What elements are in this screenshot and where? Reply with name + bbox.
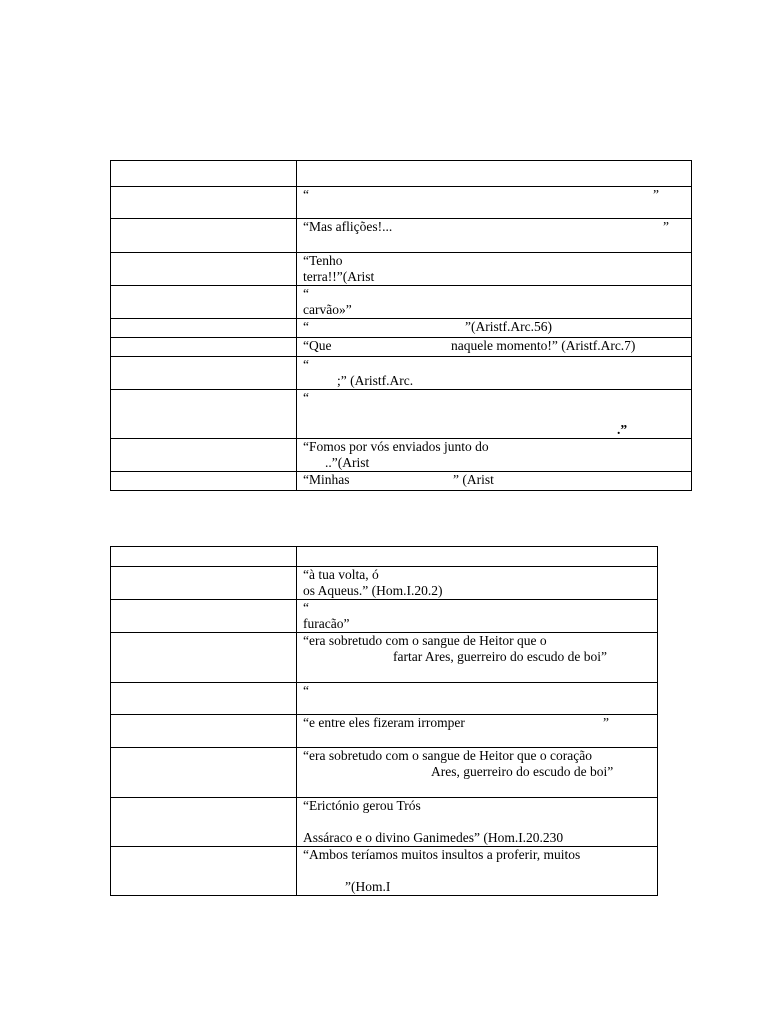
table-row xyxy=(111,161,692,187)
quote-text: furacão” xyxy=(303,616,350,631)
table-cell-left xyxy=(111,219,297,253)
table-cell-right xyxy=(297,390,692,439)
table-cell-right xyxy=(297,357,692,390)
quote-text: “era sobretudo com o sangue de Heitor que o coração xyxy=(303,748,593,763)
quote-text: ;” (Aristf.Arc. xyxy=(337,373,414,388)
table-row xyxy=(111,286,692,319)
table-cell-right xyxy=(297,187,692,219)
quote-text: “Ambos teríamos muitos insultos a proferir, muitos xyxy=(303,847,581,862)
table-cell-left xyxy=(111,715,297,748)
table-cell-right xyxy=(297,798,658,847)
quote-text: naquele momento!” (Aristf.Arc.7) xyxy=(451,338,636,353)
table-cell-left xyxy=(111,357,297,390)
quote-text: ..”(Arist xyxy=(325,455,370,470)
table-row xyxy=(111,439,692,472)
quote-text: “Mas aflições!... xyxy=(303,219,393,234)
quote-text: “à tua volta, ó xyxy=(303,567,379,582)
quote-text: terra!!”(Arist xyxy=(303,269,375,284)
table-cell-left xyxy=(111,253,297,286)
quotations-table-1 xyxy=(110,160,692,491)
table-cell-right xyxy=(297,633,658,683)
quote-text: “Tenho xyxy=(303,253,343,268)
table-cell-left xyxy=(111,600,297,633)
table-cell-left xyxy=(111,472,297,491)
quote-text: “ xyxy=(303,319,309,334)
table-cell-right xyxy=(297,161,692,187)
table-cell-right xyxy=(297,683,658,715)
quote-text: fartar Ares, guerreiro do escudo de boi” xyxy=(393,649,608,664)
table-cell-right xyxy=(297,715,658,748)
quote-text: carvão»” xyxy=(303,302,352,317)
table-cell-right xyxy=(297,338,692,357)
quote-text: “ xyxy=(303,390,309,405)
table-cell-left xyxy=(111,798,297,847)
table-cell-right xyxy=(297,847,658,896)
quote-text: .” xyxy=(617,422,628,437)
table-cell-right xyxy=(297,253,692,286)
table-cell-left xyxy=(111,748,297,798)
table-cell-left xyxy=(111,338,297,357)
quotations-table-2 xyxy=(110,546,658,896)
table-cell-left xyxy=(111,847,297,896)
quote-text: ” xyxy=(603,715,609,730)
table-row xyxy=(111,715,658,748)
quote-text: ”(Aristf.Arc.56) xyxy=(465,319,552,334)
table-cell-left xyxy=(111,161,297,187)
table-row xyxy=(111,633,658,683)
table-cell-left xyxy=(111,683,297,715)
quote-text: Ares, guerreiro do escudo de boi” xyxy=(431,764,614,779)
table-row xyxy=(111,390,692,439)
table-cell-left xyxy=(111,286,297,319)
table-row xyxy=(111,847,658,896)
table-cell-right xyxy=(297,567,658,600)
quote-text: “ xyxy=(303,600,309,615)
table-cell-right xyxy=(297,319,692,338)
table-row xyxy=(111,683,658,715)
table-cell-right xyxy=(297,600,658,633)
quote-text: Assáraco e o divino Ganimedes” (Hom.I.20.230 xyxy=(303,830,564,845)
quote-text: “ xyxy=(303,357,309,372)
table-cell-left xyxy=(111,390,297,439)
quote-text: “ xyxy=(303,683,309,698)
table-row xyxy=(111,253,692,286)
table-cell-right xyxy=(297,748,658,798)
table-row xyxy=(111,748,658,798)
table-row xyxy=(111,319,692,338)
quote-text: ”(Hom.I xyxy=(345,879,391,894)
quote-text: ” xyxy=(653,187,659,202)
quote-text: “Fomos por vós enviados junto do xyxy=(303,439,489,454)
table-cell-right xyxy=(297,547,658,567)
table-cell-left xyxy=(111,633,297,683)
table-cell-right xyxy=(297,472,692,491)
table-cell-left xyxy=(111,547,297,567)
quote-text: “ xyxy=(303,286,309,301)
table-cell-right xyxy=(297,439,692,472)
quote-text: ” xyxy=(663,219,669,234)
table-row xyxy=(111,798,658,847)
table-cell-left xyxy=(111,319,297,338)
table-row xyxy=(111,600,658,633)
quote-text: “Que xyxy=(303,338,332,353)
table-row xyxy=(111,472,692,491)
table-row xyxy=(111,567,658,600)
table-row xyxy=(111,187,692,219)
quote-text: “ xyxy=(303,187,309,202)
table-cell-left xyxy=(111,439,297,472)
quote-text: “era sobretudo com o sangue de Heitor que o xyxy=(303,633,547,648)
quote-text: “Erictónio gerou Trós xyxy=(303,798,421,813)
table-row xyxy=(111,357,692,390)
table-cell-right xyxy=(297,286,692,319)
quote-text: ” (Arist xyxy=(453,472,494,487)
table-row xyxy=(111,547,658,567)
table-row xyxy=(111,219,692,253)
table-cell-left xyxy=(111,567,297,600)
table-cell-right xyxy=(297,219,692,253)
quote-text: os Aqueus.” (Hom.I.20.2) xyxy=(303,583,443,598)
table-cell-left xyxy=(111,187,297,219)
quote-text: “Minhas xyxy=(303,472,350,487)
quote-text: “e entre eles fizeram irromper xyxy=(303,715,465,730)
table-row xyxy=(111,338,692,357)
